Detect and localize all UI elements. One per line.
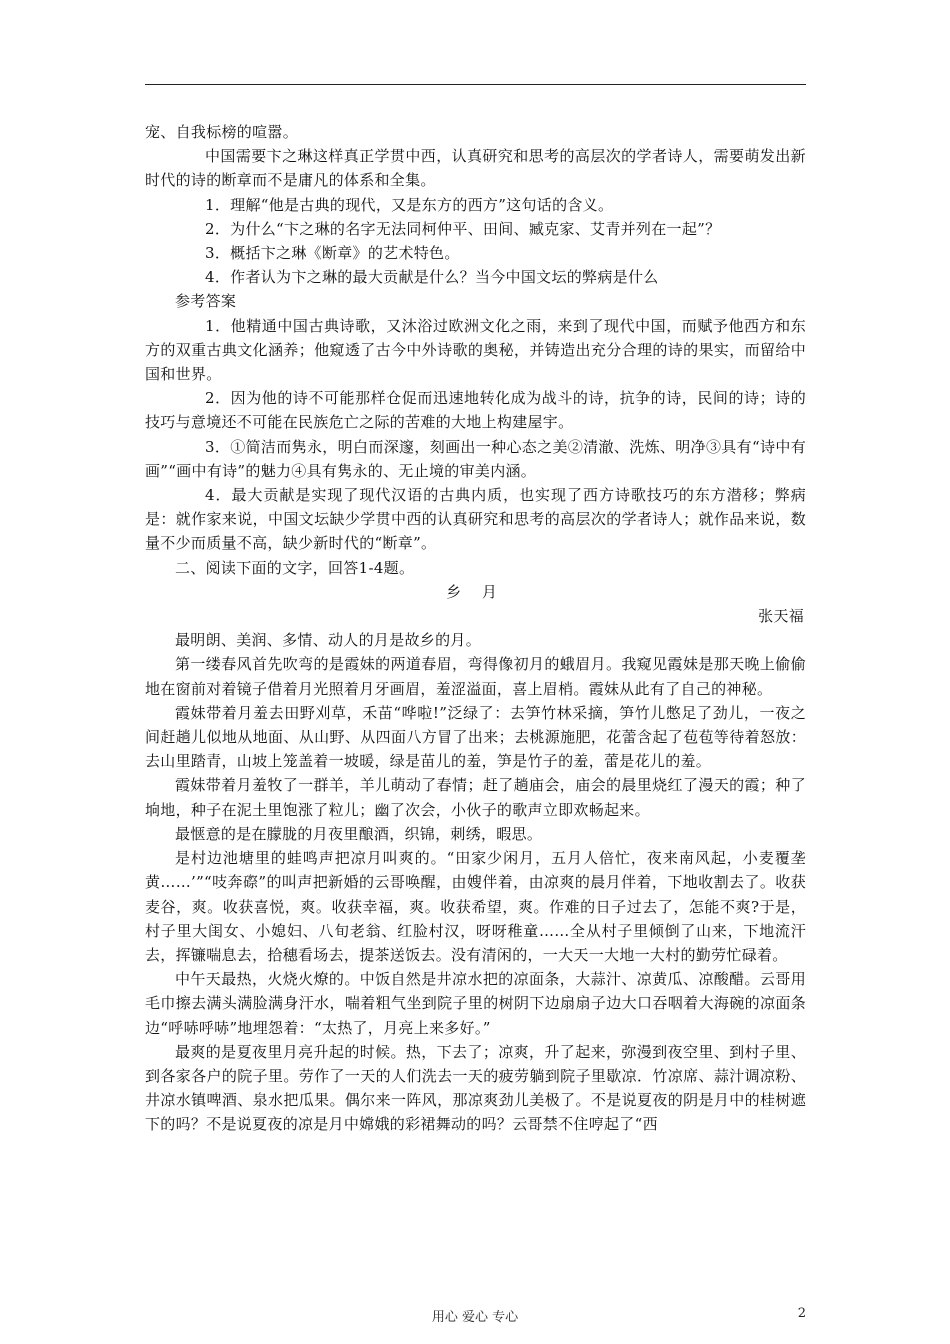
essay-paragraph: 霞妹带着月羞去田野刈草，禾苗“哗啦!”泛绿了：去笋竹林采摘，笋竹儿憋足了劲儿，一夜之间赶趟儿似地从地面、从山野、从四面八方冒了出来；去桃源施肥，花蕾含起了苞苞等待着怒放：去山里踏青，山坡上笼盖着一坡暖，绿是苗儿的羞，笋是竹子的羞，蕾是花儿的羞。 [145,703,806,771]
answer-item: 2．因为他的诗不可能那样仓促而迅速地转化成为战斗的诗，抗争的诗，民间的诗；诗的技巧与意境还不可能在民族危亡之际的苦难的大地上构建屋宇。 [145,389,806,432]
question-item: 1．理解“他是古典的现代，又是东方的西方”这句话的含义。 [205,195,614,214]
footer-motto: 用心 爱心 专心 [431,1310,519,1325]
continued-paragraph: 宠、自我标榜的喧嚣。 [145,123,299,141]
body-paragraph: 中国需要卞之琳这样真正学贯中西，认真研究和思考的高层次的学者诗人，需要萌发出新时代的诗的断章而不是庸凡的体系和全集。 [145,147,806,190]
question-item: 3．概括卞之琳《断章》的艺术特色。 [205,244,460,263]
essay-author: 张天福 [758,607,804,626]
essay-paragraph: 最明朗、美润、多情、动人的月是故乡的月。 [175,631,482,650]
essay-title: 乡 月 [446,582,505,601]
answer-item: 3．①简洁而隽永，明白而深邃，刻画出一种心态之美②清澈、洗炼、明净③具有“诗中有画”“画中有诗”的魅力④具有隽永的、无止境的审美内涵。 [145,437,806,480]
essay-paragraph: 中午天最热，火烧火燎的。中饭自然是井凉水把的凉面条，大蒜汁、凉黄瓜、凉酸醋。云哥用毛巾擦去满头满脸满身汗水，喘着粗气坐到院子里的树阴下边扇扇子边大口吞咽着大海碗的凉面条边“呼哧呼哧”地埋怨着：“太热了，月亮上来多好。” [145,970,806,1037]
section-heading: 二、阅读下面的文字，回答1-4题。 [175,558,415,577]
essay-paragraph: 是村边池塘里的蛙鸣声把凉月叫爽的。“田家少闲月，五月人倍忙，夜来南风起，小麦覆垄黄……’”“吱奔磜”的叫声把新婚的云哥唤醒，由嫂伴着，由凉爽的晨月伴着，下地收割去了。收获麦谷，爽。收获喜悦，爽。收获幸福，爽。收获希望，爽。作难的日子过去了，怎能不爽?于是，村子里大闺女、小媳妇、八旬老翁、红脸村汉，呀呀稚童……全从村子里倾倒了山来，下地流汗去，挥镰喘息去，拾穗看场去，提茶送饭去。没有清闲的，一大天一大地一大村的勤劳忙碌着。 [145,849,806,964]
essay-paragraph: 最惬意的是在朦胧的月夜里酿酒，织锦，刺绣，暇思。 [175,824,543,843]
essay-paragraph: 最爽的是夏夜里月亮升起的时候。热，下去了；凉爽，升了起来，弥漫到夜空里、到村子里、到各家各户的院子里。劳作了一天的人们洗去一天的疲劳躺到院子里歇凉．竹凉席、蒜汁调凉粉、井凉水镇啤酒、泉水把瓜果。偶尔来一阵风，那凉爽劲儿美极了。不是说夏夜的阴是月中的桂树遮下的吗？不是说夏夜的凉是月中嫦娥的彩裙舞动的吗？云哥禁不住哼起了“西 [145,1042,806,1134]
answer-item: 4．最大贡献是实现了现代汉语的古典内质，也实现了西方诗歌技巧的东方潜移；弊病是：就作家来说，中国文坛缺少学贯中西的认真研究和思考的高层次的学者诗人；就作品来说，数量不少而质量不高，缺少新时代的“断章”。 [145,486,806,553]
essay-paragraph: 霞妹带着月羞牧了一群羊，羊儿萌动了春情；赶了趟庙会，庙会的晨里烧红了漫天的霞；种了垧地，种子在泥土里饱涨了粒儿；幽了次会，小伙子的歌声立即欢畅起来。 [145,776,806,819]
document-body [145,120,806,1137]
question-item: 4．作者认为卞之琳的最大贡献是什么？当今中国文坛的弊病是什么 [205,268,659,287]
essay-paragraph: 第一缕春风首先吹弯的是霞妹的两道春眉，弯得像初月的蛾眉月。我窥见霞妹是那天晚上偷偷地在窗前对着镜子借着月光照着月牙画眉，羞涩溢面，喜上眉梢。霞妹从此有了自己的神秘。 [145,655,806,698]
page-number: 2 [797,1306,806,1321]
header-rule [145,84,806,85]
answer-item: 1．他精通中国古典诗歌，又沐浴过欧洲文化之雨，来到了现代中国，而赋予他西方和东方的双重古典文化涵养；他窥透了古今中外诗歌的奥秘，并铸造出充分合理的诗的果实，而留给中国和世界。 [145,316,806,384]
question-item: 2．为什么“卞之琳的名字无法同柯仲平、田间、臧克家、艾青并列在一起”？ [205,219,721,238]
answers-heading: 参考答案 [175,292,237,311]
